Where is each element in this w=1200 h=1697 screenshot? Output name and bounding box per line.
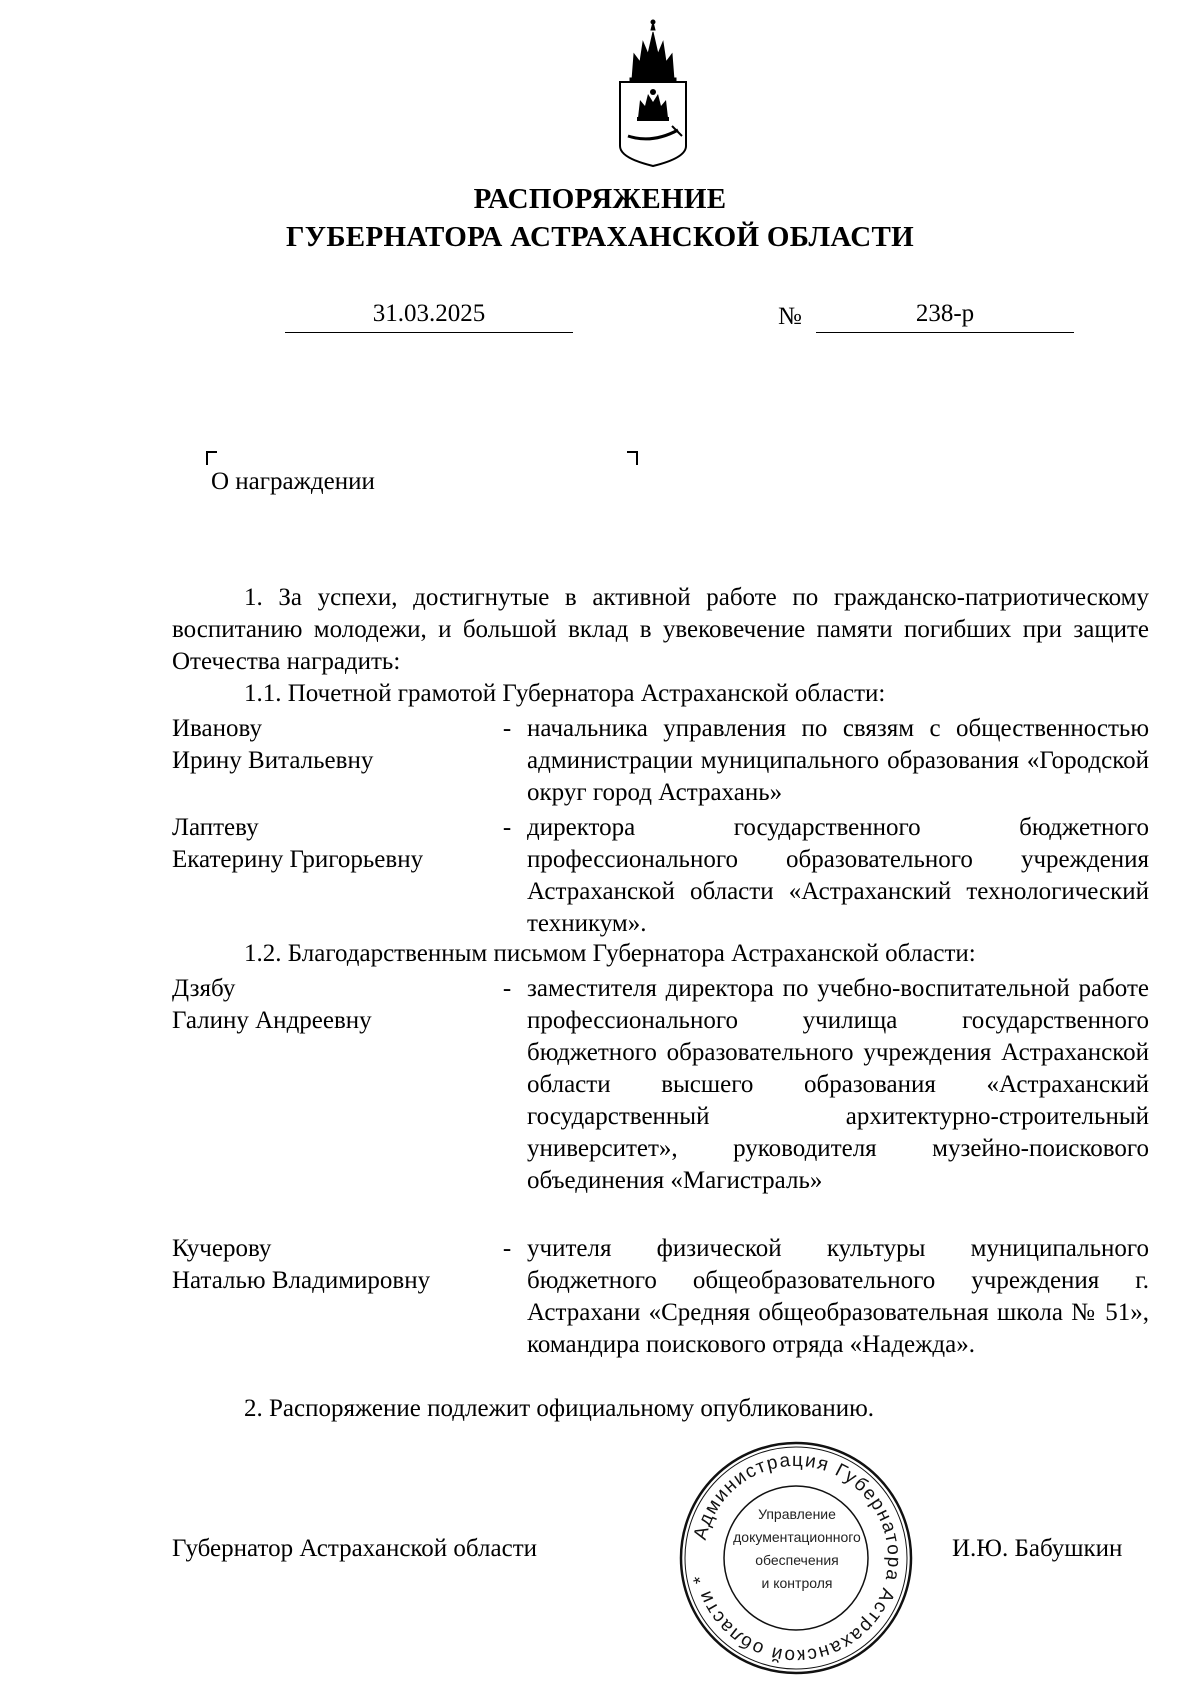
document-subject: О награждении — [211, 468, 375, 495]
section-1-2-heading: 1.2. Благодарственным письмом Губернатора Астраханской области: — [244, 940, 976, 967]
signatory-name: И.Ю. Бабушкин — [952, 1535, 1123, 1562]
subject-corner-left — [206, 451, 217, 465]
document-date — [285, 300, 573, 333]
section-1-1-heading: 1.1. Почетной грамотой Губернатора Астраханской области: — [244, 680, 886, 707]
signatory-position: Губернатор Астраханской области — [172, 1535, 538, 1562]
awardee-description: учителя физической культуры муниципального бюджетного общеобразовательного учреждения г. Астрахани «Средняя общеобразовательная школа № 51», командира поискового отряда «Надежда». — [527, 1235, 1149, 1358]
stamp-center-text: Управление документационного обеспечения и контроля — [733, 1506, 861, 1591]
awardee-dash: - — [502, 975, 512, 1002]
awardee-dash: - — [502, 814, 512, 841]
awardee-dash: - — [502, 715, 512, 742]
awardee-description: начальника управления по связям с общественностью администрации муниципального образования «Городской округ город Астрахань» — [527, 715, 1149, 806]
awardee-description: заместителя директора по учебно-воспитательной работе профессионального училища государственного бюджетного образовательного учреждения Астраханской области высшего образования «Астраханский государственный архитектурно-строительный университет», руководителя музейно-поискового объединения «Магистраль» — [527, 975, 1149, 1194]
subject-corner-right — [627, 451, 638, 465]
date-value: 31.03.2025 — [372, 300, 486, 327]
awardee-name: Дзябу Галину Андреевну — [172, 975, 372, 1034]
issuer-title: ГУБЕРНАТОРА АСТРАХАНСКОЙ ОБЛАСТИ — [286, 221, 914, 253]
document-title: РАСПОРЯЖЕНИЕ — [473, 183, 727, 215]
awardee-name: Лаптеву Екатерину Григорьевну — [172, 814, 424, 873]
awardee-name: Кучерову Наталью Владимировну — [172, 1235, 431, 1294]
coat-of-arms-emblem — [612, 18, 694, 168]
number-sign: № — [778, 303, 802, 330]
awardee-name: Иванову Ирину Витальевну — [172, 715, 374, 774]
awardee-dash: - — [502, 1235, 512, 1262]
paragraph-1: 1. За успехи, достигнутые в активной работе по гражданско-патриотическому воспитанию молодежи, и большой вклад в увековечение памяти погибших при защите Отечества наградить: — [172, 584, 1149, 675]
number-value: 238-р — [915, 300, 975, 327]
paragraph-2: 2. Распоряжение подлежит официальному опубликованию. — [244, 1395, 875, 1422]
stamp-ring-text: Администрация Губернатора Астраханской области * — [689, 1449, 905, 1667]
awardee-description: директора государственного бюджетного профессионального образовательного учреждения Астраханской области «Астраханский технологический техникум». — [527, 814, 1149, 937]
document-number — [816, 300, 1074, 333]
